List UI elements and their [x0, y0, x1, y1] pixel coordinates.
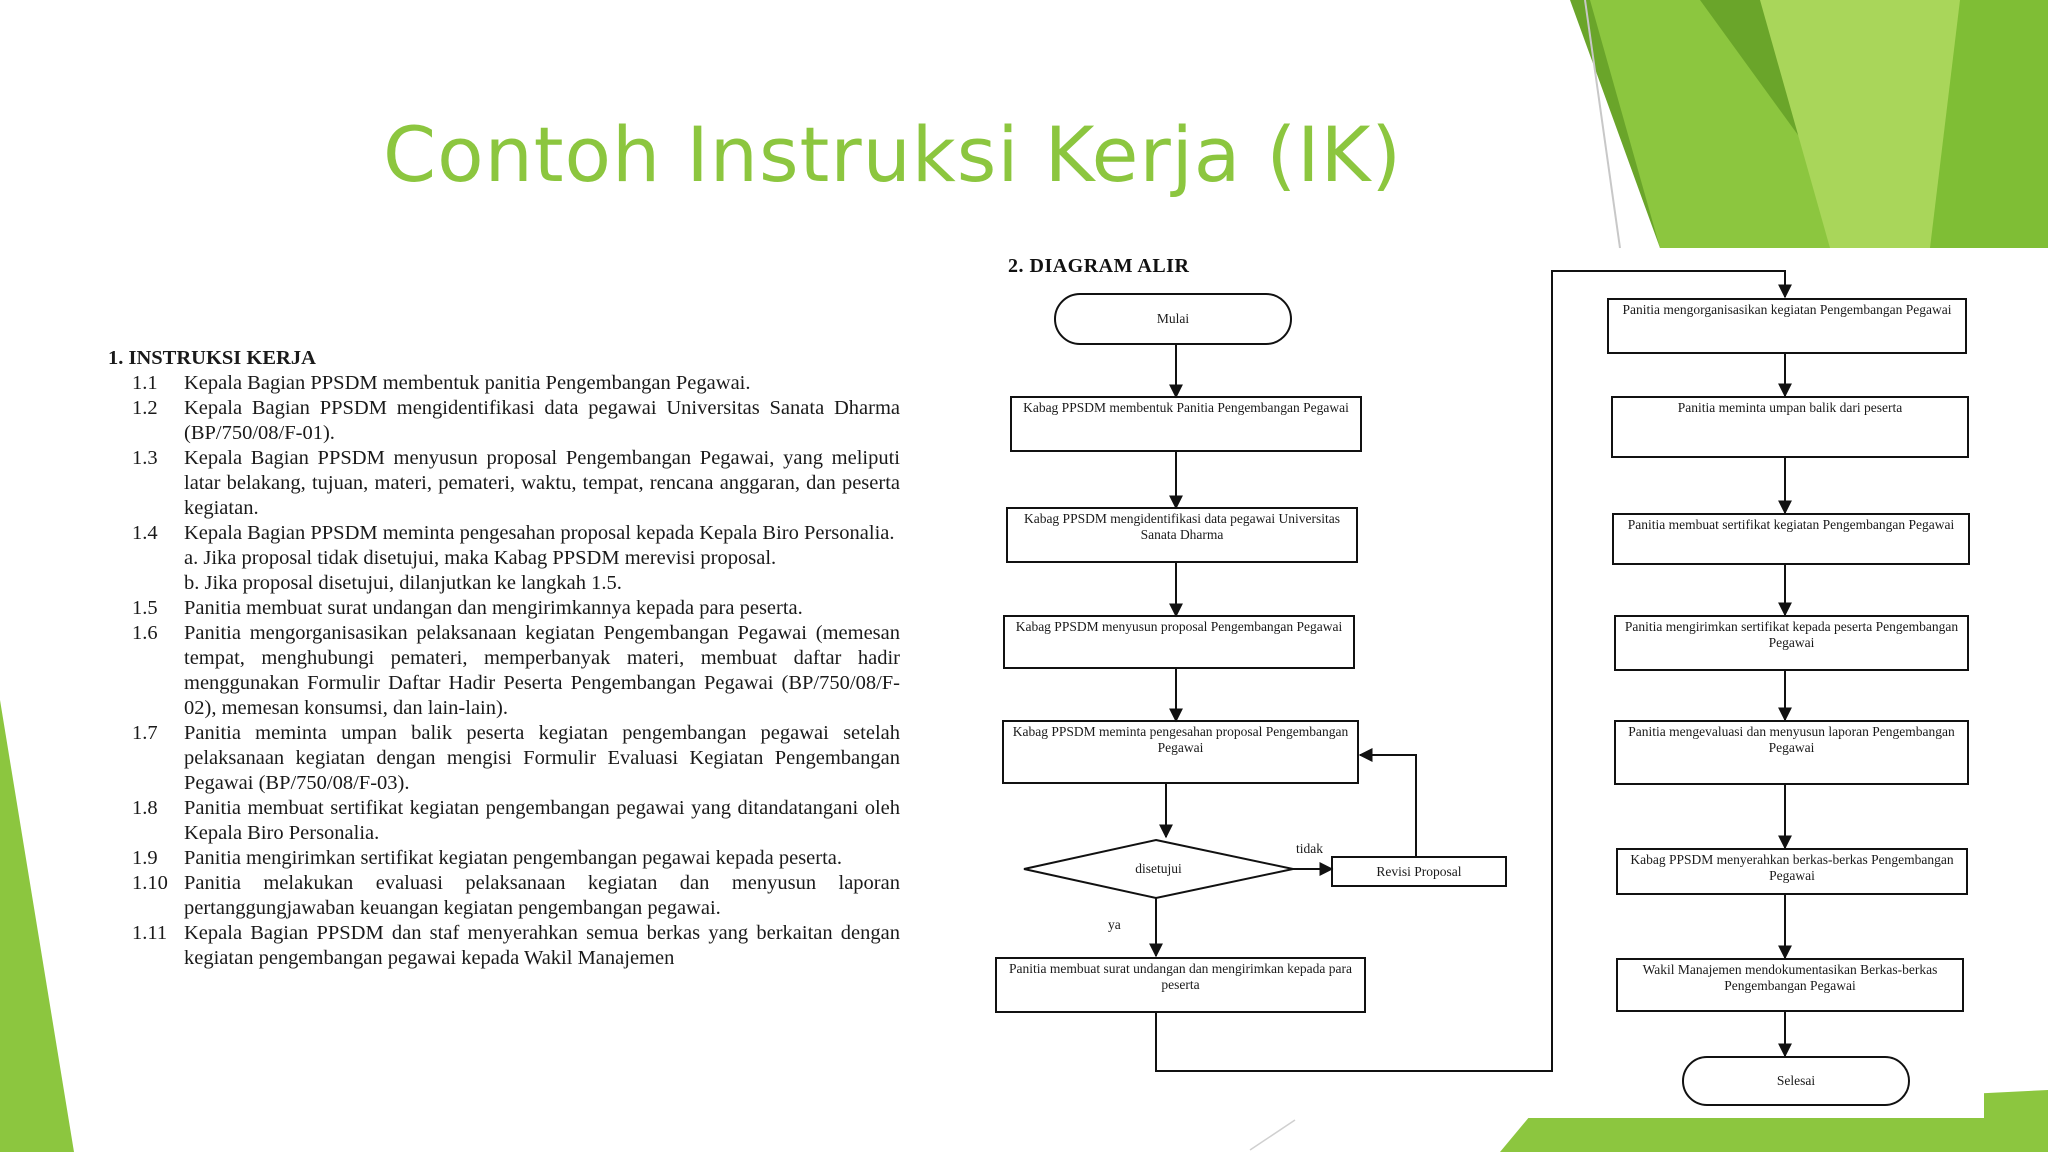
revision-label: Revisi Proposal [1376, 863, 1462, 879]
item-number: 1.4 [132, 522, 158, 544]
item-text: Kepala Bagian PPSDM mengidentifikasi data pegawai Universitas Sanata Dharma (BP/750/08/F-01). [184, 397, 900, 444]
flow-diagram [996, 249, 1984, 1118]
flow-step-label: Kabag PPSDM membentuk Panitia Pengembangan Pegawai [1023, 400, 1349, 415]
instruction-subitem: a. Jika proposal tidak disetujui, maka Kabag PPSDM merevisi proposal. [184, 547, 777, 569]
bottom-line [1250, 1120, 1295, 1150]
instruction-section [108, 346, 900, 971]
start-label: Mulai [1156, 311, 1190, 326]
flow-step-label: Panitia mengorganisasikan kegiatan Pengembangan Pegawai [1622, 302, 1952, 317]
instruction-subitem: b. Jika proposal disetujui, dilanjutkan ke langkah 1.5. [184, 572, 622, 594]
item-text: Kepala Bagian PPSDM meminta pengesahan proposal kepada Kepala Biro Personalia. [184, 522, 895, 544]
decision-label: disetujui [1135, 861, 1182, 876]
diagram-title: 2. DIAGRAM ALIR [1008, 255, 1190, 277]
instruction-item [108, 621, 900, 721]
no-label: tidak [1296, 841, 1323, 856]
item-text: Kepala Bagian PPSDM dan staf menyerahkan semua berkas yang berkaitan dengan kegiatan pengembangan pegawai kepada Wakil Manajemen [184, 922, 900, 969]
item-number: 1.7 [132, 722, 158, 744]
item-text: Panitia melakukan evaluasi pelaksanaan kegiatan dan menyusun laporan pertanggungjawaban keuangan kegiatan pengembangan pegawai. [184, 872, 900, 919]
item-number: 1.10 [132, 872, 168, 894]
left-bottom-shape [0, 700, 74, 1152]
item-text: Panitia membuat surat undangan dan mengirimkannya kepada para peserta. [184, 597, 803, 619]
item-number: 1.8 [132, 797, 158, 819]
item-number: 1.3 [132, 447, 158, 469]
item-text: Kepala Bagian PPSDM membentuk panitia Pengembangan Pegawai. [184, 372, 751, 394]
item-text: Panitia mengirimkan sertifikat kegiatan pengembangan pegawai kepada peserta. [184, 847, 843, 869]
flow-step-label: Panitia membuat surat undangan dan mengirimkan kepada para peserta [1008, 961, 1352, 992]
instruction-item [108, 446, 900, 521]
flow-step-label: Panitia mengevaluasi dan menyusun laporan Pengembangan Pegawai [1628, 724, 1955, 755]
item-text: Kepala Bagian PPSDM menyusun proposal Pengembangan Pegawai, yang meliputi latar belakang, tujuan, materi, pemateri, waktu, tempat, rencana anggaran, dan peserta kegiatan. [184, 447, 900, 519]
flow-step-label: Kabag PPSDM mengidentifikasi data pegawai Universitas Sanata Dharma [1023, 511, 1341, 542]
item-number: 1.2 [132, 397, 158, 419]
item-text: Panitia membuat sertifikat kegiatan pengembangan pegawai yang ditandatangani oleh Kepala Biro Personalia. [184, 797, 900, 844]
instruction-item [108, 396, 900, 446]
item-text: Panitia meminta umpan balik peserta kegiatan pengembangan pegawai setelah pelaksanaan kegiatan dengan mengisi Formulir Evaluasi Kegiatan Pengembangan Pegawai (BP/750/08/F-03). [184, 722, 900, 794]
instruction-item [108, 721, 900, 796]
instruction-item [108, 796, 900, 846]
arrow [1360, 755, 1416, 857]
slide-title: Contoh Instruksi Kerja (IK) [383, 110, 1403, 199]
flow-step-label: Panitia mengirimkan sertifikat kepada peserta Pengembangan Pegawai [1624, 619, 1959, 650]
instruction-item [108, 521, 900, 546]
flow-step-label: Panitia meminta umpan balik dari peserta [1677, 400, 1903, 415]
instruction-item [108, 921, 900, 971]
flow-step-label: Panitia membuat sertifikat kegiatan Pengembangan Pegawai [1627, 517, 1955, 532]
yes-label: ya [1108, 917, 1121, 932]
end-label: Selesai [1776, 1073, 1816, 1088]
item-number: 1.11 [132, 922, 168, 944]
item-text: Panitia mengorganisasikan pelaksanaan kegiatan Pengembangan Pegawai (memesan tempat, menghubungi pemateri, memperbanyak materi, membuat daftar hadir menggunakan Formulir Daftar Hadir Peserta Pengembangan Pegawai (BP/750/08/F-02), memesan konsumsi, dan lain-lain). [184, 622, 900, 719]
instruction-item [108, 871, 900, 921]
instruction-heading: 1. INSTRUKSI KERJA [108, 347, 316, 369]
flow-step-label: Wakil Manajemen mendokumentasikan Berkas-berkas Pengembangan Pegawai [1642, 962, 1938, 993]
flow-step-label: Kabag PPSDM menyerahkan berkas-berkas Pengembangan Pegawai [1630, 852, 1954, 883]
item-number: 1.5 [132, 597, 158, 619]
item-number: 1.1 [132, 372, 158, 394]
flow-step-label: Kabag PPSDM menyusun proposal Pengembangan Pegawai [1015, 619, 1343, 634]
flow-step-label: Kabag PPSDM meminta pengesahan proposal Pengembangan Pegawai [1012, 724, 1349, 755]
instruction-item [108, 596, 900, 621]
item-number: 1.9 [132, 847, 158, 869]
instruction-item [108, 846, 900, 871]
instruction-item [108, 371, 900, 396]
item-number: 1.6 [132, 622, 158, 644]
